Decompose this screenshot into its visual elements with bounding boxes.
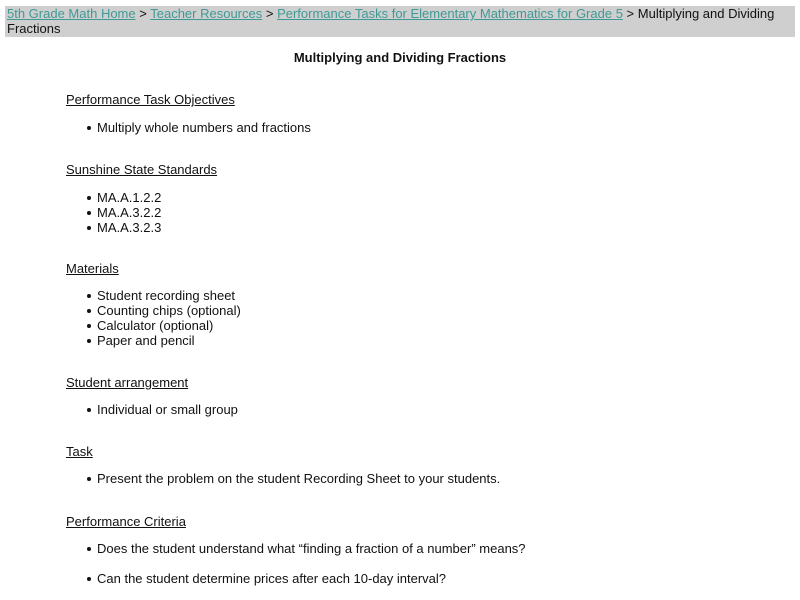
page-title: Multiplying and Dividing Fractions	[293, 50, 507, 65]
breadcrumb-link-performance-tasks[interactable]: Performance Tasks for Elementary Mathematics for Grade 5	[277, 6, 623, 21]
section-heading: Student arrangement	[66, 375, 189, 390]
list-item: Student recording sheet	[66, 288, 241, 303]
breadcrumb-link-teacher-resources[interactable]: Teacher Resources	[150, 6, 263, 21]
list-item: Individual or small group	[66, 402, 238, 417]
list-item: Can the student determine prices after each 10-day interval?	[66, 571, 526, 586]
section-student-arrangement	[66, 375, 238, 417]
breadcrumb	[5, 6, 795, 37]
breadcrumb-separator: >	[139, 6, 147, 21]
list-item: Multiply whole numbers and fractions	[66, 120, 311, 135]
breadcrumb-separator: >	[265, 6, 274, 21]
section-performance-criteria	[66, 514, 526, 586]
list-item: Present the problem on the student Recording Sheet to your students.	[66, 471, 500, 486]
breadcrumb-current: Multiplying and Dividing Fractions	[7, 6, 775, 36]
list-item: MA.A.1.2.2	[66, 190, 217, 205]
list-item: MA.A.3.2.2	[66, 205, 217, 220]
list-item: Calculator (optional)	[66, 318, 241, 333]
section-standards	[66, 162, 217, 235]
section-heading: Task	[66, 444, 93, 459]
section-heading: Performance Task Objectives	[66, 92, 235, 107]
list-item: Paper and pencil	[66, 333, 241, 348]
list-item: Counting chips (optional)	[66, 303, 241, 318]
breadcrumb-link-home[interactable]: 5th Grade Math Home	[7, 6, 136, 21]
section-heading: Sunshine State Standards	[66, 162, 218, 177]
breadcrumb-separator: >	[626, 6, 635, 21]
section-task	[66, 444, 500, 486]
section-objectives	[66, 92, 311, 135]
list-item: MA.A.3.2.3	[66, 220, 217, 235]
section-heading: Performance Criteria	[66, 514, 186, 529]
section-heading: Materials	[66, 261, 119, 276]
section-materials	[66, 261, 241, 348]
list-item: Does the student understand what “finding a fraction of a number” means?	[66, 541, 526, 556]
